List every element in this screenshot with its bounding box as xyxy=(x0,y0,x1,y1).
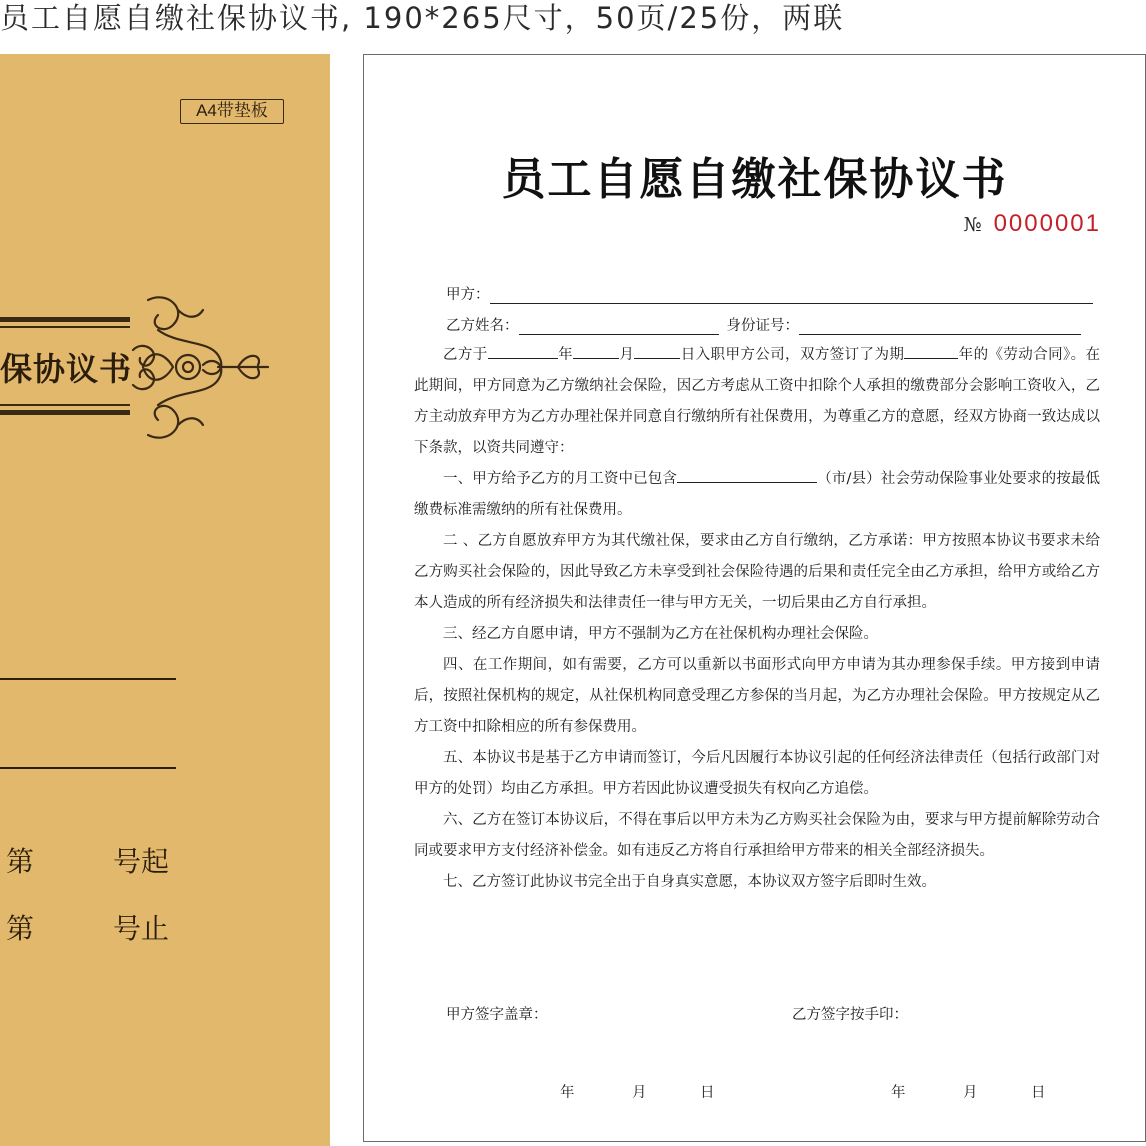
party-a-date-month: 月 xyxy=(632,1085,647,1101)
party-b-date-day: 日 xyxy=(1031,1085,1046,1101)
party-b-name-label: 乙方姓名： xyxy=(446,318,519,334)
party-a-date xyxy=(560,1081,715,1102)
entry-year-blank[interactable] xyxy=(488,344,558,359)
party-b-date xyxy=(891,1081,1046,1102)
party-a-date-year: 年 xyxy=(560,1085,575,1101)
contract-term-blank[interactable] xyxy=(904,344,958,359)
cover-band-bottom-thin xyxy=(0,404,130,406)
intro-text-3: 月 xyxy=(619,347,635,363)
cover-band-top-thin xyxy=(0,326,130,328)
end-no-suffix: 号止 xyxy=(113,912,170,945)
clause-4: 四、在工作期间，如有需要，乙方可以重新以书面形式向甲方申请为其办理参保手续。甲方接到申请后，按照社保机构的规定，从社保机构同意受理乙方参保的当月起，为乙方办理社会保险。甲方按规定从乙方工资中扣除相应的所有参保费用。 xyxy=(414,657,1100,735)
end-no-label: 第 xyxy=(6,912,35,945)
agreement-sheet xyxy=(363,54,1146,1142)
intro-text-1: 乙方于 xyxy=(443,347,488,363)
ornament-flourish-icon xyxy=(118,290,278,445)
intro-paragraph xyxy=(414,340,1100,464)
clause-1-text-2: （市/县）社会劳动保险事业处要求的按最低缴费标准需缴纳的所有社保费用。 xyxy=(414,471,1101,518)
party-a-field[interactable] xyxy=(490,287,1093,304)
agreement-body xyxy=(414,340,1100,898)
party-b-date-month: 月 xyxy=(963,1085,978,1101)
city-county-blank[interactable] xyxy=(677,468,817,483)
intro-text-4: 日入职甲方公司，双方签订了为期 xyxy=(680,347,905,363)
intro-text-5: 年的《劳动合同》。在此期间，甲方同意为乙方缴纳社会保险，因乙方考虑从工资中扣除个人承担的缴费部分会影响工资收入，乙方主动放弃甲方为乙方办理社保并同意自行缴纳所有社保费用，为尊重乙方的意愿，经双方协商一致达成以下条款，以资共同遵守： xyxy=(414,347,1101,456)
document-title: 员工自愿自缴社保协议书 xyxy=(501,154,1008,205)
party-b-name-field[interactable] xyxy=(519,318,719,335)
party-a-label: 甲方： xyxy=(446,287,490,303)
clause-7: 七、乙方签订此协议书完全出于自身真实意愿，本协议双方签字后即时生效。 xyxy=(443,874,936,890)
id-number-field[interactable] xyxy=(799,318,1081,335)
a4-board-badge: A4带垫板 xyxy=(180,99,284,124)
serial-mark: № xyxy=(963,214,982,236)
product-caption: 员工自愿自缴社保协议书, 190*265尺寸，50页/25份，两联 xyxy=(0,1,845,35)
clause-2: 二 、乙方自愿放弃甲方为其代缴社保，要求由乙方自行缴纳，乙方承诺：甲方按照本协议书要求未给乙方购买社会保险的，因此导致乙方未享受到社会保险待遇的后果和责任完全由乙方承担，给甲方或给乙方本人造成的所有经济损失和法律责任一律与甲方无关，一切后果由乙方自行承担。 xyxy=(414,533,1100,611)
party-b-signature-label: 乙方签字按手印： xyxy=(792,1007,908,1023)
serial-number xyxy=(964,210,1101,238)
cover-band-bottom-thick xyxy=(0,410,130,415)
clause-1-text-1: 一、甲方给予乙方的月工资中已包含 xyxy=(443,471,678,487)
entry-month-blank[interactable] xyxy=(573,344,619,359)
cover-band-top-thick xyxy=(0,317,130,322)
cover-title: 保协议书 xyxy=(0,350,133,388)
booklet-cover xyxy=(0,54,330,1146)
party-a-signature-label: 甲方签字盖章： xyxy=(446,1007,548,1023)
party-b-row xyxy=(446,314,1099,336)
party-a-date-day: 日 xyxy=(700,1085,715,1101)
clause-6: 六、乙方在签订本协议后，不得在事后以甲方未为乙方购买社会保险为由，要求与甲方提前解除劳动合同或要求甲方支付经济补偿金。如有违反乙方将自行承担给甲方带来的相关全部经济损失。 xyxy=(414,812,1100,859)
intro-text-2: 年 xyxy=(557,347,574,363)
id-number-label: 身份证号： xyxy=(726,318,799,334)
party-a-row xyxy=(446,283,1099,305)
clause-5: 五、本协议书是基于乙方申请而签订，今后凡因履行本协议引起的任何经济法律责任（包括行政部门对甲方的处罚）均由乙方承担。甲方若因此协议遭受损失有权向乙方追偿。 xyxy=(414,750,1100,797)
clause-1 xyxy=(414,464,1100,526)
start-no-suffix: 号起 xyxy=(113,845,170,878)
clause-3: 三、经乙方自愿申请，甲方不强制为乙方在社保机构办理社会保险。 xyxy=(443,626,878,642)
serial-value: 0000001 xyxy=(993,210,1101,237)
cover-fill-line-2 xyxy=(0,767,176,769)
party-b-date-year: 年 xyxy=(891,1085,906,1101)
entry-day-blank[interactable] xyxy=(634,344,680,359)
cover-fill-line-1 xyxy=(0,678,176,680)
start-no-label: 第 xyxy=(6,845,35,878)
